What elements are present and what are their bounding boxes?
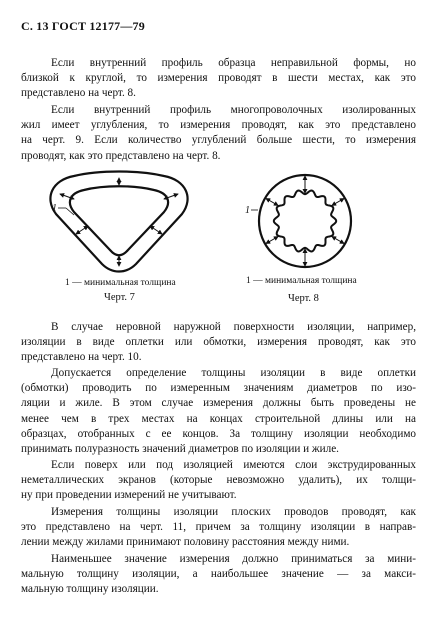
figure-7-marker: 1 (52, 203, 57, 214)
text-line: близкой к круглой, то измерения проводят в шести местах, как это (21, 72, 416, 85)
paragraph-5 (21, 458, 416, 504)
page-header: С. 13 ГОСТ 12177—79 (21, 19, 145, 33)
text-line: это представлено на черт. 11, причем за толщину изоляции в направ- (21, 521, 416, 534)
measurement-arrow (266, 199, 278, 206)
text-line: представлено на черт. 8. (21, 87, 136, 100)
text-line: принимать полуразность значений диаметров по изоляции и жиле. (21, 442, 339, 455)
text-line: мальную толщину изоляции. (21, 583, 159, 596)
text-line: менее чем в трех местах на концах строительной длины или на (21, 412, 416, 425)
paragraph-3 (21, 320, 416, 366)
figure-7-drawing (44, 168, 194, 273)
figure-7-label: Черт. 7 (104, 292, 135, 303)
measurement-arrow (332, 199, 344, 206)
figure-8-drawing (245, 168, 360, 278)
paragraph-4 (21, 366, 416, 457)
figure-8-label: Черт. 8 (288, 293, 319, 304)
text-line: мальную толщину изоляции, а наибольшее значение — за макси- (21, 568, 416, 581)
figure-8-marker: 1 (245, 205, 250, 216)
text-line: ну при проведении измерений не учитывают. (21, 489, 237, 502)
text-line: Если внутренний профиль образца неправильной формы, но (51, 57, 416, 69)
figure-8-caption: 1 — минимальная толщина (246, 276, 357, 286)
measurement-arrows (266, 176, 344, 266)
paragraph-1 (21, 56, 416, 102)
measurement-arrow (332, 237, 344, 244)
paragraph-6 (21, 505, 416, 551)
text-line: Допускается определение толщины изоляции в виде оплетки (51, 367, 416, 379)
inner-wavy-profile (274, 191, 336, 252)
paragraph-2 (21, 103, 416, 164)
text-line: неметаллических экранов (которые невозможно удалить), их толщи- (21, 474, 416, 487)
text-line: на черт. 9. Если количество углублений больше шести, то измерения (21, 134, 416, 147)
text-line: ляции и жиле. В этом случае измерения должны быть проведены не (21, 397, 416, 410)
text-line: Измерения толщины изоляции плоских проводов проводят, как (51, 506, 416, 518)
text-line: Если поверх или под изоляцией имеются слои экструдированных (51, 459, 416, 471)
text-line: жил имеет углубления, то измерения проводят, как это представлено (21, 119, 416, 132)
paragraph-7 (21, 552, 416, 598)
text-line: лении между жилами принимают половину расстояния между ними. (21, 536, 350, 549)
figure-7-caption: 1 — минимальная толщина (65, 278, 176, 288)
text-line: Наименьшее значение измерения должно приниматься за мини- (51, 553, 416, 565)
text-line: Если внутренний профиль многопроволочных изолированных (51, 104, 416, 116)
text-line: В случае неровной наружной поверхности изоляции, например, (51, 321, 416, 333)
measurement-arrow (266, 237, 278, 244)
text-line: изоляции в виде оплетки или обмотки, измерения проводят, как это (21, 336, 416, 349)
text-line: образцах, отобранных с ее концов. За толщину изоляции необходимо (21, 427, 416, 440)
text-line: (обмотки) проводить по измеренным значениям диаметров по изо- (21, 382, 416, 395)
text-line: представлено на черт. 10. (21, 351, 142, 364)
text-line: проводят, как это представлено на черт. 8. (21, 149, 221, 162)
